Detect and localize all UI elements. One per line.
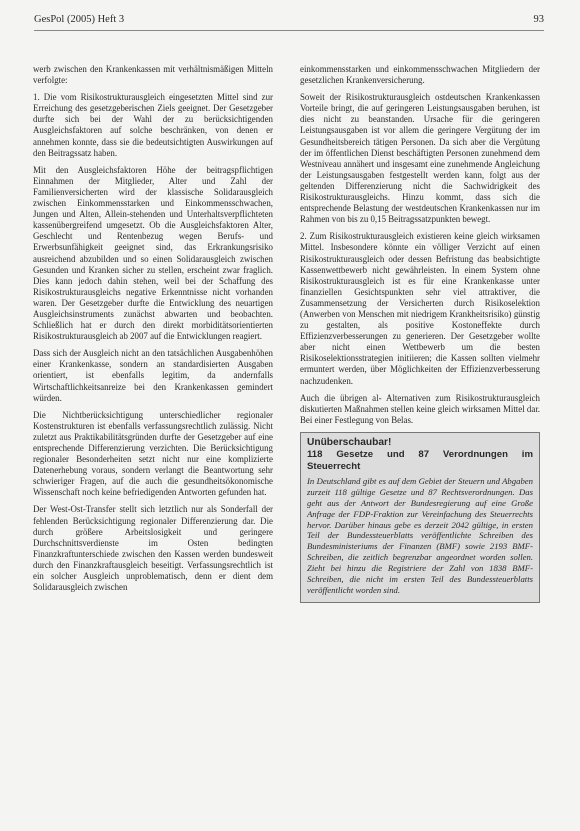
paragraph: Mit den Ausgleichsfaktoren Höhe der beitragspflichtigen Einnahmen der Mitglieder, Alter und Zahl der Familienversicherten wird der klassische Solidarausgleich zwischen Einkommensstarken und Einkommensschwachen, Jungen und Alten, Allein-stehenden und Unterhaltsverpflichteten kassenübergreifend umgesetzt. Ob die Ausgleichsfaktoren Alter, Geschlecht und Rentenbezug wegen Berufs- und Erwerbsunfähigkeit geeignet sind, das Erkrankungsrisiko ausreichend abzubilden und so einen Solidarausgleich zwischen Gesunden und Kranken sicher zu stellen, erscheint zwar fraglich. Dies kann jedoch dahin stehen, weil bei der Schaffung des Risikostrukturausgleichs negative Erkenntnisse nicht vorhanden waren. Der Gesetzgeber durfte die Entwicklung des neuartigen Ausgleichsinstruments zunächst abwarten und beobachten. Schließlich hat er durch den direkt morbiditätsorientierten Risikostrukturausgleich ab 2007 auf die Entwicklungen reagiert. [33,164,273,342]
paragraph: Soweit der Risikostrukturausgleich ostdeutschen Krankenkassen Vorteile bringt, die auf geringeren Leistungsausgaben beruhen, ist dies nicht zu beanstanden. Ursache für die geringeren Leistungsausgaben ist vor allem die geringere Vergütung der im Gesundheitsbereich tätigen Personen. Da sich aber die Vergütung der im öffentlichen Dienst beschäftigten Personen zunehmend dem Westniveau annähert und insgesamt eine zunehmende Angleichung der Leistungsausgaben festgestellt werden kann, folgt aus der geltenden Differenzierung nicht die Sachwidrigkeit des Risikostrukturausgleichs. Hinzu kommt, dass sich die entsprechende Belastung der westdeutschen Krankenkassen nur im Rahmen von bis zu 0,15 Beitragssatzpunkten bewegt. [300,92,540,225]
paragraph: werb zwischen den Krankenkassen mit verhältnismäßigen Mitteln verfolgte: [33,64,273,86]
paragraph: 2. Zum Risikostrukturausgleich existieren keine gleich wirksamen Mittel. Insbesondere könnte ein völliger Verzicht auf einen Risikostrukturausgleich oder dessen Befristung das beabsichtigte Kassenwettbewerb nicht gewährleisten. In einem System ohne Risikostrukturausgleich ist es für eine Krankenkasse unter finanziellen Gesichtspunkten sehr viel attraktiver, die Zusammensetzung der Versicherten durch Risikoselektion (Anwerben von Menschen mit niedrigem Krankheitsrisiko) günstig zu gestalten, als positive Kostoneffekte durch Effizienzverbesserungen zu generieren. Der Gesetzgeber wollte aber nicht einen Wettbewerb um die besten Risikoselektionsstrategien initiieren; die Kassen sollten vielmehr ermuntert werden, über Möglichkeiten der Effizienzverbesserung nachzudenken. [300,231,540,386]
paragraph: 1. Die vom Risikostrukturausgleich eingesetzten Mittel sind zur Erreichung des gesetzgeberischen Ziels geeignet. Der Gesetzgeber durfte sich bei der Wahl der zu berücksichtigenden Ausgleichsfaktoren auf solche beschränken, von denen er annehmen konnte, dass sie die bedeutsichtigten Auswirkungen auf den Beitragssatz haben. [33,92,273,158]
right-column [300,64,540,603]
info-box-text: In Deutschland gibt es auf dem Gebiet der Steuern und Abgaben zurzeit 118 gültige Gesetze und 87 Rechtsverordnungen. Das geht aus der Antwort der Bundesregierung auf eine Große Anfrage der FDP-Fraktion zur Vereinfachung des Steuerrechts hervor. Darüber hinaus gebe es derzeit 2042 gültige, in ersten Teil der Bundessteuerblatts veröffentlichte Schreiben des Bundesministeriums der Finanzen (BMF) sowie 2193 BMF-Schreiben, die zeitlich begrenzbar angeordnet worden sollen. Zieht bei hinzu die Registriere der Zahl von 1838 BMF-Schreiben, die nicht im ersten Teil des Bundessteuerblatts veröffentlicht worden sind. [307,475,533,595]
paragraph: Der West-Ost-Transfer stellt sich letztlich nur als Sonderfall der fehlenden Berücksichtigung regionaler Differenzierung dar. Die durch größere Arbeitslosigkeit und geringere Durchschnittsverdienste im Osten bedingten Finanzkraftunterschiede zwischen den Kassen werden bundesweit durch den Finanzkraftausgleich beseitigt. Verfassungsrechtlich ist ein solcher Ausgleich unproblematisch, denn er dient dem Solidarausgleich zwischen [33,504,273,593]
journal-citation: GesPol (2005) Heft 3 [34,14,125,25]
paragraph: Die Nichtberücksichtigung unterschiedlicher regionaler Kostenstrukturen ist ebenfalls verfassungsrechtlich zulässig. Nicht zuletzt aus Praktikabilitätsgründen durfte der Gesetzgeber auf eine entsprechende Differenzierung verzichten. Die Berücksichtigung regionaler Besonderheiten setzt nicht nur eine komplizierte Datenerhebung voraus, sondern verlangt die Beantwortung sehr schwieriger Fragen, auf die auch die gesundheitsökonomische Wissenschaft noch keine befriedigenden Antworten gefunden hat. [33,409,273,498]
paragraph: Auch die übrigen al- Alternativen zum Risikostrukturausgleich diskutierten Maßnahmen stellen keine gleich wirksamen Mittel dar. Bei einer Festlegung von Belas. [300,392,540,425]
page-header [24,14,556,30]
page-number: 93 [533,14,544,25]
header-rule [34,30,544,31]
info-box [300,432,540,603]
left-column [33,64,273,599]
paragraph: einkommensstarken und einkommensschwachen Mitgliedern der gesetzlichen Krankenversicherung. [300,64,540,86]
info-box-subheading: 118 Gesetze und 87 Verordnungen im Steuerrecht [307,448,533,472]
paragraph: Dass sich der Ausgleich nicht an den tatsächlichen Ausgabenhöhen einer Krankenkasse, sondern an standardisierten Ausgaben orientiert, ist ebenfalls legitim, da andernfalls Wirtschaftlichkeitsanreize bei den Krankenkassen gemindert würden. [33,348,273,403]
info-box-heading: Unüberschaubar! [307,436,392,448]
